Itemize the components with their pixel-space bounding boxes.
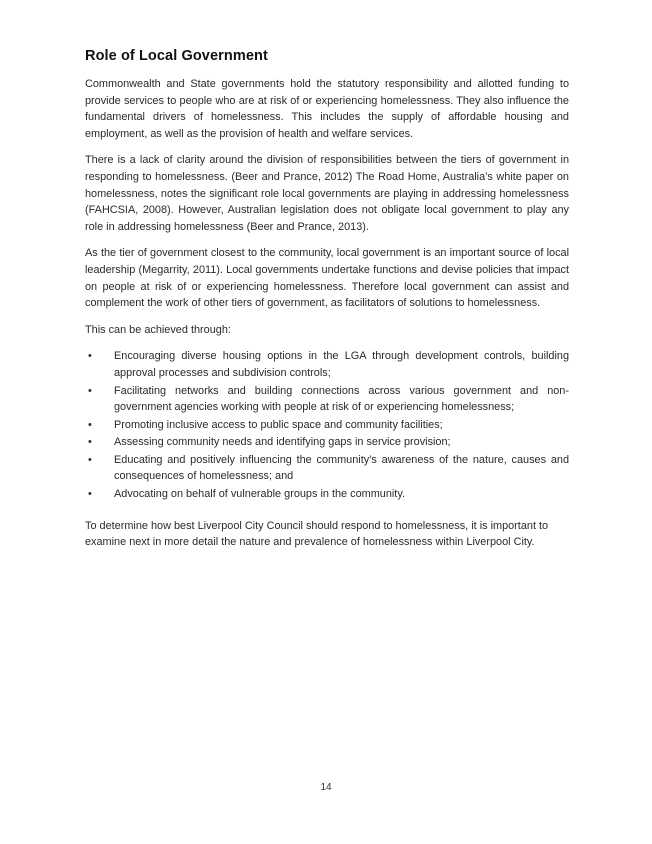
bullet-icon: • xyxy=(88,488,92,501)
bullet-icon: • xyxy=(88,384,92,397)
paragraph-local-leadership: As the tier of government closest to the community, local government is an important source of local leadership (Megarrity, 2011). Local governments undertake functions and devise policies that impact on people at risk of or experiencing homelessness. Therefore local government can assist and complement the work of other tiers of government, as facilitators of solutions to homelessness. xyxy=(85,247,569,310)
bullet-icon: • xyxy=(88,418,92,431)
bullet-text: Encouraging diverse housing options in the LGA through development controls, building approval processes and subdivision controls; xyxy=(114,350,569,379)
bullet-icon: • xyxy=(88,436,92,449)
bullet-item xyxy=(85,383,569,416)
bullet-text: Promoting inclusive access to public space and community facilities; xyxy=(114,418,443,431)
paragraph-responsibility: Commonwealth and State governments hold the statutory responsibility and allotted funding to provide services to people who are at risk of or experiencing homelessness. They also influence the fundamental drivers of homelessness. This includes the supply of affordable housing and employment, as well as the provision of health and welfare services. xyxy=(85,78,569,140)
bullet-icon: • xyxy=(88,453,92,466)
page-number: 14 xyxy=(320,782,332,793)
bullet-text: Facilitating networks and building connections across various government and non-government agencies working with people at risk of or experiencing homelessness; xyxy=(114,384,569,414)
page-content xyxy=(85,48,569,561)
bullet-text: Educating and positively influencing the community’s awareness of the nature, causes and consequences of homelessness; and xyxy=(114,453,569,483)
paragraph-achieved-through: This can be achieved through: xyxy=(85,323,231,336)
bullet-item xyxy=(85,348,569,381)
paragraph-clarity: There is a lack of clarity around the division of responsibilities between the tiers of government in responding to homelessness. (Beer and Prance, 2012) The Road Home, Australia’s white paper on homelessness, notes the significant role local governments are playing in addressing homelessness (FAHCSIA, 2008). However, Australian legislation does not obligate local government to play any role in addressing homelessness (Beer and Prance, 2013). xyxy=(85,154,569,233)
bullet-item xyxy=(85,452,569,485)
bullet-text: Advocating on behalf of vulnerable groups in the community. xyxy=(114,488,405,501)
bullet-item xyxy=(85,417,569,434)
paragraph-conclusion: To determine how best Liverpool City Council should respond to homelessness, it is important to examine next in more detail the nature and prevalence of homelessness within Liverpool City. xyxy=(85,519,549,549)
bullet-icon: • xyxy=(88,350,92,363)
bullet-text: Assessing community needs and identifying gaps in service provision; xyxy=(114,436,451,449)
bullet-item xyxy=(85,434,569,451)
bullet-item xyxy=(85,486,569,503)
section-heading: Role of Local Government xyxy=(85,48,268,64)
bullet-list xyxy=(85,348,569,502)
